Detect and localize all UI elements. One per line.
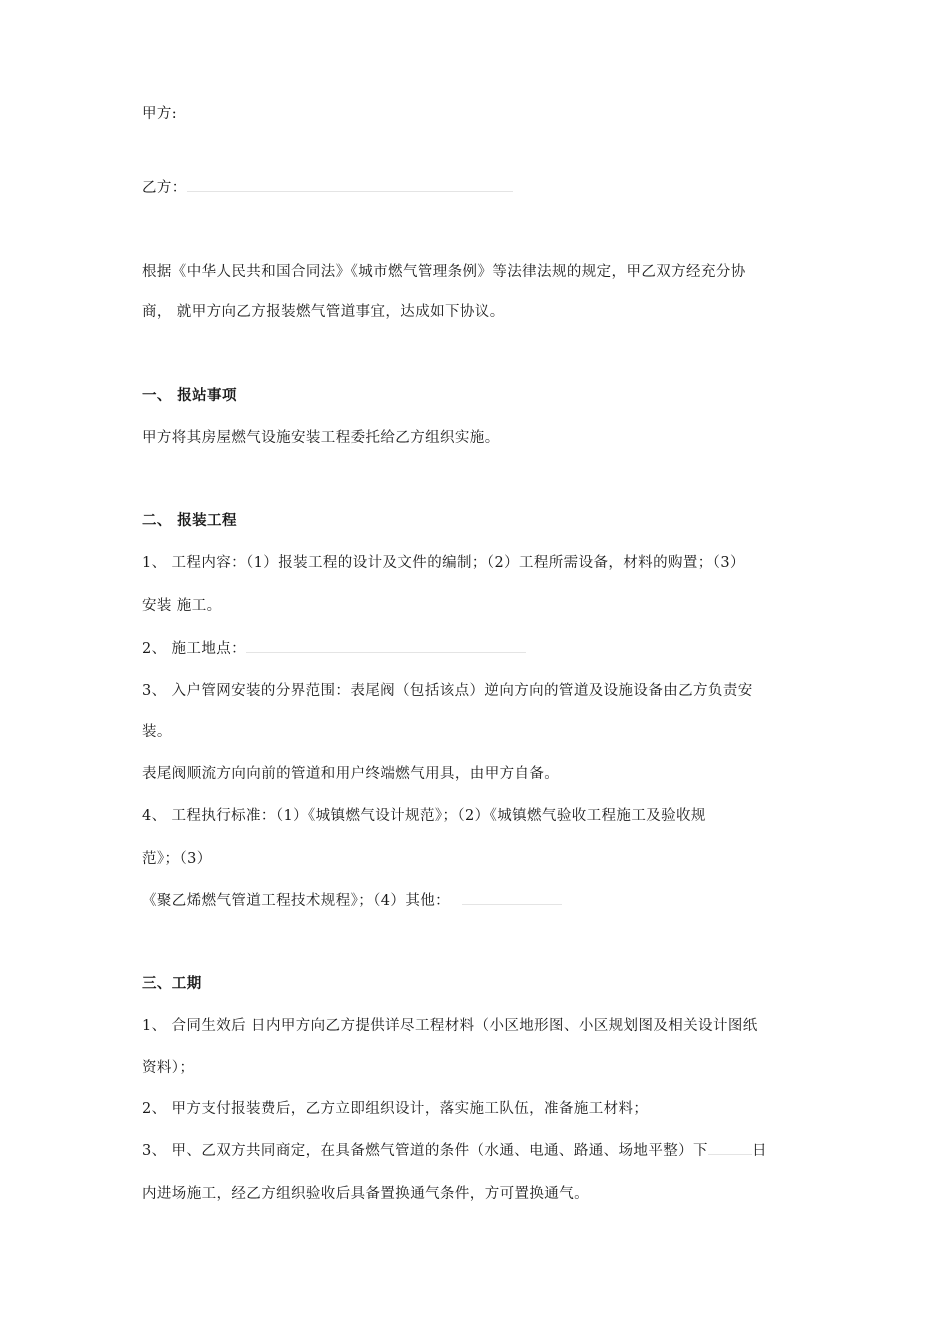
- standards-other-label: 《聚乙烯燃气管道工程技术规程》；（4）其他：: [142, 893, 451, 909]
- intro-line-2: 商， 就甲方向乙方报装燃气管道事宜，达成如下协议。: [142, 304, 505, 320]
- section-3-item-3-line-2: 内进场施工，经乙方组织验收后具备置换通气条件，方可置换通气。: [142, 1186, 589, 1202]
- section-2-item-4-line-3: [142, 891, 562, 911]
- section-2-item-4-line-2: 范》；（3）: [142, 851, 212, 867]
- schedule-clause-text: 3、 甲、乙双方共同商定，在具备燃气管道的条件（水通、电通、路通、场地平整）下: [142, 1143, 708, 1159]
- section-1-title: 一、 报站事项: [142, 387, 237, 404]
- section-2-item-3-line-2: 装。: [142, 724, 172, 740]
- section-1-body: 甲方将其房屋燃气设施安装工程委托给乙方组织实施。: [142, 430, 500, 446]
- section-2-item-1-line-2: 安装 施工。: [142, 598, 222, 614]
- section-3-title: 三、工期: [142, 975, 202, 992]
- party-a-line: [142, 104, 177, 124]
- section-2-item-4-line-1: 4、 工程执行标准：（1）《城镇燃气设计规范》；（2）《城镇燃气验收工程施工及验收规: [142, 808, 706, 824]
- section-3-item-3-line-1: [142, 1141, 767, 1161]
- section-3-item-1-line-2: 资料）；: [142, 1060, 195, 1076]
- standards-other-blank: [462, 892, 562, 905]
- schedule-clause-unit: 日: [751, 1143, 767, 1159]
- site-location-label: 2、 施工地点：: [142, 641, 247, 657]
- party-b-blank: [187, 179, 513, 192]
- section-2-item-1-line-1: 1、 工程内容：（1）报装工程的设计及文件的编制；（2）工程所需设备，材料的购置；（3）: [142, 555, 745, 571]
- entry-days-blank: [708, 1142, 752, 1155]
- party-a-label: 甲方:: [142, 106, 178, 122]
- section-2-item-2: [142, 639, 526, 659]
- section-2-item-3-line-3: 表尾阀顺流方向向前的管道和用户终端燃气用具，由甲方自备。: [142, 766, 560, 782]
- party-b-line: [142, 178, 513, 198]
- site-location-blank: [246, 640, 526, 653]
- section-2-item-3-line-1: 3、 入户管网安装的分界范围：表尾阀（包括该点）逆向方向的管道及设施设备由乙方负责安: [142, 683, 753, 699]
- party-b-label: 乙方：: [142, 180, 187, 196]
- section-2-title: 二、 报装工程: [142, 512, 237, 529]
- intro-line-1: 根据《中华人民共和国合同法》《城市燃气管理条例》等法律法规的规定，甲乙双方经充分协: [142, 264, 746, 280]
- section-3-item-1-line-1: 1、 合同生效后 日内甲方向乙方提供详尽工程材料（小区地形图、小区规划图及相关设计图纸: [142, 1018, 758, 1034]
- section-3-item-2: 2、 甲方支付报装费后，乙方立即组织设计，落实施工队伍，准备施工材料；: [142, 1101, 649, 1117]
